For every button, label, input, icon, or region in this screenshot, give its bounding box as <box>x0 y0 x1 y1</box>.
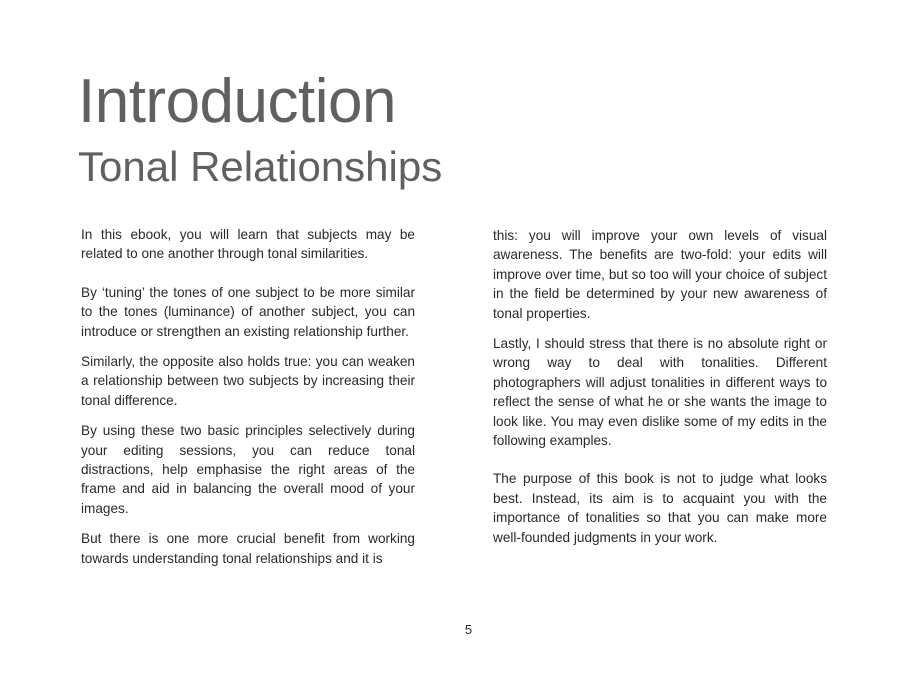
body-paragraph: In this ebook, you will learn that subjects may be related to one another through tonal similarities. <box>81 227 415 262</box>
body-paragraph: By using these two basic principles selectively during your editing sessions, you can reduce tonal distractions, help emphasise the right areas of the frame and aid in balancing the overall mood of your images. <box>81 423 415 516</box>
body-paragraph: Similarly, the opposite also holds true: you can weaken a relationship between two subjects by increasing their tonal difference. <box>81 354 415 408</box>
body-paragraph: But there is one more crucial benefit from working towards understanding tonal relationships and it is <box>81 531 415 566</box>
page-number: 5 <box>464 622 473 637</box>
left-text-column <box>81 225 415 579</box>
page-title: Introduction <box>78 67 396 136</box>
body-paragraph: this: you will improve your own levels of visual awareness. The benefits are two-fold: your edits will improve over time, but so too will your choice of subject in the field be determined by your new awareness of tonal properties. <box>493 228 827 321</box>
page-subtitle: Tonal Relationships <box>78 143 443 190</box>
body-paragraph: Lastly, I should stress that there is no absolute right or wrong way to deal with tonalities. Different photographers will adjust tonalities in different ways to reflect the sense of what he or she wants the image to look like. You may even dislike some of my edits in the following examples. <box>493 336 827 449</box>
body-paragraph: By ‘tuning’ the tones of one subject to be more similar to the tones (luminance) of another subject, you can introduce or strengthen an existing relationship further. <box>81 284 415 339</box>
body-paragraph: The purpose of this book is not to judge what looks best. Instead, its aim is to acquaint you with the importance of tonalities so that you can make more well-founded judgments in your work. <box>493 471 827 545</box>
right-text-column <box>493 226 827 558</box>
